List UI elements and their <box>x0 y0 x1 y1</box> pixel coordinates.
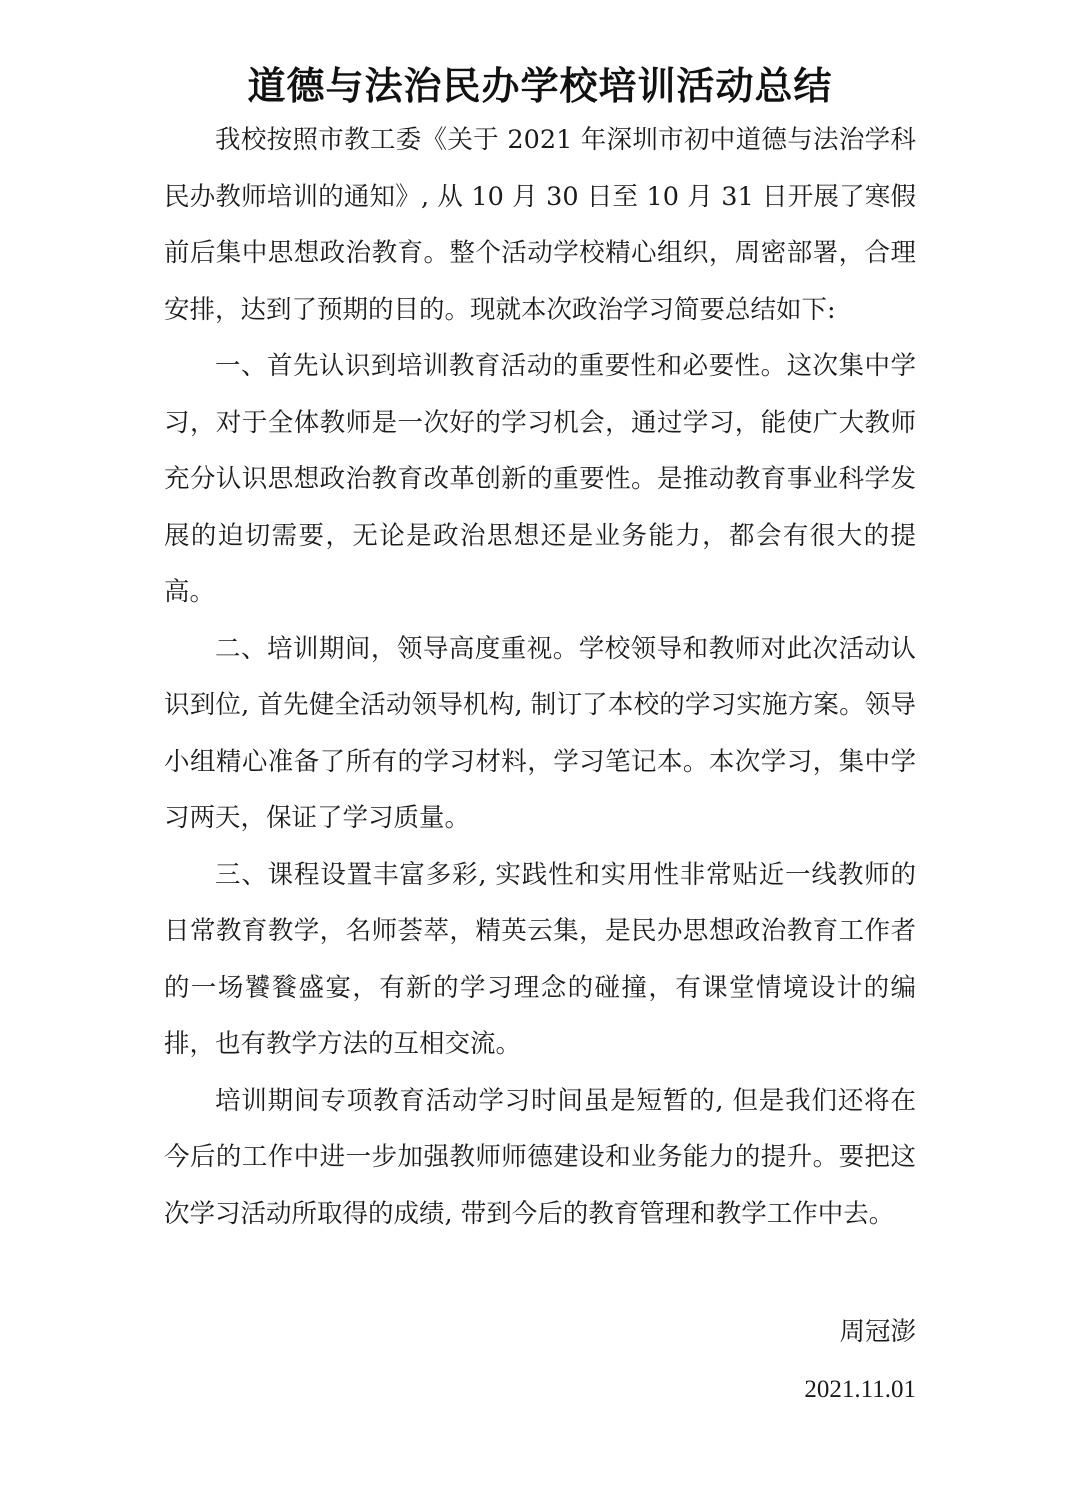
document-title: 道德与法治民办学校培训活动总结 <box>247 64 833 108</box>
paragraph-intro: 我校按照市教工委《关于 2021 年深圳市初中道德与法治学科民办教师培训的通知》, 从 10 月 30 日至 10 月 31 日开展了寒假前后集中思想政治教育。整个活动学校精心组织，周密部署，合理安排，达到了预期的目的。现就本次政治学习简要总结如下: <box>164 125 916 325</box>
paragraph-point-three: 三、课程设置丰富多彩, 实践性和实用性非常贴近一线教师的日常教育教学，名师荟萃，精英云集，是民办思想政治教育工作者的一场饕餮盛宴，有新的学习理念的碰撞，有课堂情境设计的编排，也有教学方法的互相交流。 <box>164 859 916 1059</box>
document-body <box>164 112 916 1242</box>
document-date: 2021.11.01 <box>804 1376 916 1403</box>
paragraph-point-two: 二、培训期间，领导高度重视。学校领导和教师对此次活动认识到位, 首先健全活动领导机构, 制订了本校的学习实施方案。领导小组精心准备了所有的学习材料，学习笔记本。本次学习，集中学习两天，保证了学习质量。 <box>164 633 916 833</box>
paragraph-conclusion: 培训期间专项教育活动学习时间虽是短暂的, 但是我们还将在今后的工作中进一步加强教师师德建设和业务能力的提升。要把这次学习活动所取得的成绩, 带到今后的教育管理和教学工作中去。 <box>164 1085 916 1229</box>
paragraph-point-one: 一、首先认识到培训教育活动的重要性和必要性。这次集中学习，对于全体教师是一次好的学习机会，通过学习，能使广大教师充分认识思想政治教育改革创新的重要性。是推动教育事业科学发展的迫切需要，无论是政治思想还是业务能力，都会有很大的提高。 <box>164 351 916 607</box>
author-signature: 周冠澎 <box>839 1317 916 1347</box>
